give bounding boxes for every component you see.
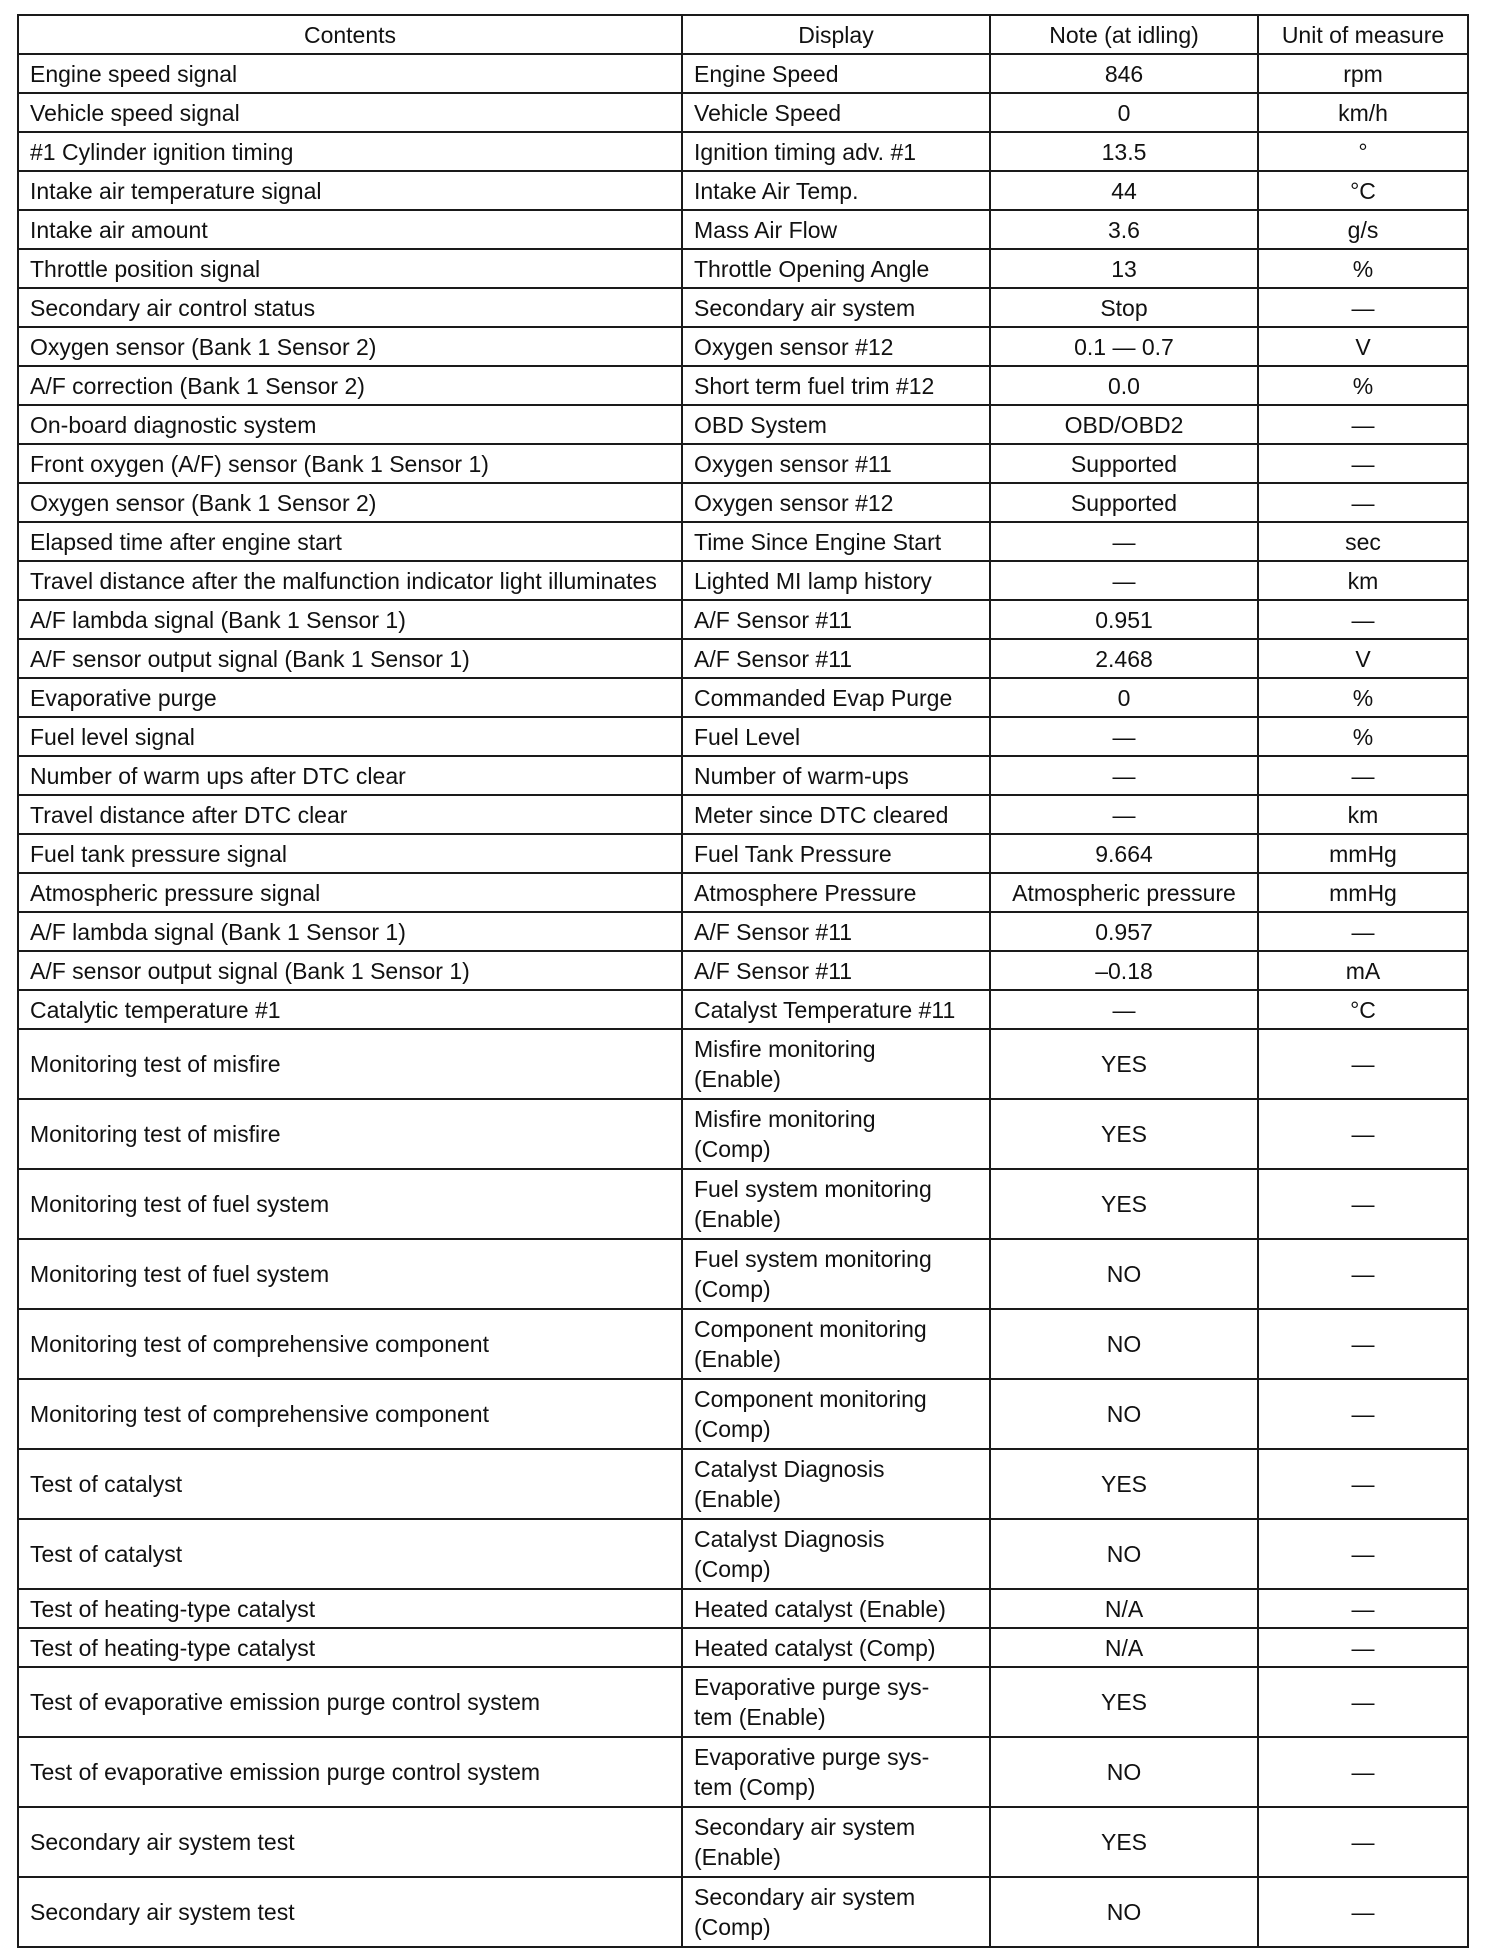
cell-unit: — <box>1258 1449 1468 1519</box>
table-row <box>18 990 1468 1029</box>
table-row <box>18 171 1468 210</box>
table-row <box>18 54 1468 93</box>
cell-unit: — <box>1258 1628 1468 1667</box>
cell-contents: Atmospheric pressure signal <box>18 873 682 912</box>
display-line-1: Fuel system monitoring <box>694 1246 932 1272</box>
table-row <box>18 210 1468 249</box>
table-row <box>18 288 1468 327</box>
display-line-1: Engine Speed <box>694 60 839 87</box>
cell-unit: — <box>1258 1169 1468 1239</box>
cell-display <box>682 717 990 756</box>
table-row <box>18 483 1468 522</box>
cell-unit: — <box>1258 288 1468 327</box>
cell-note: — <box>990 522 1258 561</box>
cell-note: 13 <box>990 249 1258 288</box>
cell-note: YES <box>990 1029 1258 1099</box>
cell-note: 2.468 <box>990 639 1258 678</box>
cell-contents: Monitoring test of fuel system <box>18 1169 682 1239</box>
display-line-1: Misfire monitoring <box>694 1036 876 1062</box>
table-row <box>18 834 1468 873</box>
display-line-1: Lighted MI lamp history <box>694 567 932 594</box>
cell-contents: Monitoring test of fuel system <box>18 1239 682 1309</box>
table-row <box>18 1029 1468 1099</box>
cell-unit: — <box>1258 1589 1468 1628</box>
table-row <box>18 1737 1468 1807</box>
cell-contents: #1 Cylinder ignition timing <box>18 132 682 171</box>
display-line-1: Commanded Evap Purge <box>694 684 953 711</box>
display-line-1: Catalyst Diagnosis <box>694 1456 885 1482</box>
table-row <box>18 366 1468 405</box>
cell-unit: — <box>1258 756 1468 795</box>
table-row <box>18 444 1468 483</box>
cell-unit: km <box>1258 561 1468 600</box>
display-line-1: Misfire monitoring <box>694 1106 876 1132</box>
cell-note: Atmospheric pressure <box>990 873 1258 912</box>
cell-display <box>682 1169 990 1239</box>
header-contents: Contents <box>18 15 682 54</box>
cell-unit: — <box>1258 1667 1468 1737</box>
cell-display <box>682 1628 990 1667</box>
table-row <box>18 1309 1468 1379</box>
table-row <box>18 873 1468 912</box>
cell-unit: °C <box>1258 990 1468 1029</box>
cell-display <box>682 756 990 795</box>
cell-note: OBD/OBD2 <box>990 405 1258 444</box>
table-row <box>18 1667 1468 1737</box>
obd-parameter-table <box>17 14 1469 1948</box>
cell-contents: A/F sensor output signal (Bank 1 Sensor 1) <box>18 639 682 678</box>
cell-note: NO <box>990 1737 1258 1807</box>
table-row <box>18 1169 1468 1239</box>
display-line-1: Component monitoring <box>694 1316 927 1342</box>
table-body <box>18 54 1468 1947</box>
cell-unit: mmHg <box>1258 834 1468 873</box>
display-line-1: OBD System <box>694 411 827 438</box>
header-note: Note (at idling) <box>990 15 1258 54</box>
display-line-2: (Enable) <box>694 1206 781 1232</box>
cell-unit: — <box>1258 444 1468 483</box>
cell-unit: % <box>1258 678 1468 717</box>
cell-contents: Travel distance after DTC clear <box>18 795 682 834</box>
cell-note: — <box>990 756 1258 795</box>
table-row <box>18 1519 1468 1589</box>
cell-display <box>682 288 990 327</box>
display-line-1: Evaporative purge sys- <box>694 1744 930 1770</box>
cell-unit: — <box>1258 483 1468 522</box>
cell-display <box>682 639 990 678</box>
cell-display <box>682 990 990 1029</box>
table-row <box>18 1628 1468 1667</box>
cell-display <box>682 249 990 288</box>
cell-display <box>682 1519 990 1589</box>
cell-display <box>682 1379 990 1449</box>
display-line-2: tem (Comp) <box>694 1774 816 1800</box>
cell-unit: — <box>1258 405 1468 444</box>
display-line-2: (Enable) <box>694 1346 781 1372</box>
cell-unit: — <box>1258 1099 1468 1169</box>
cell-note: YES <box>990 1667 1258 1737</box>
cell-contents: Secondary air system test <box>18 1877 682 1947</box>
cell-unit: ° <box>1258 132 1468 171</box>
table-row <box>18 756 1468 795</box>
cell-contents: Intake air temperature signal <box>18 171 682 210</box>
cell-contents: A/F correction (Bank 1 Sensor 2) <box>18 366 682 405</box>
table-row <box>18 717 1468 756</box>
table-row <box>18 132 1468 171</box>
cell-unit: — <box>1258 1379 1468 1449</box>
cell-display <box>682 327 990 366</box>
cell-note: 0 <box>990 93 1258 132</box>
cell-unit: km <box>1258 795 1468 834</box>
cell-display <box>682 951 990 990</box>
cell-contents: Catalytic temperature #1 <box>18 990 682 1029</box>
cell-note: NO <box>990 1239 1258 1309</box>
cell-unit: km/h <box>1258 93 1468 132</box>
cell-display <box>682 600 990 639</box>
cell-note: 44 <box>990 171 1258 210</box>
cell-contents: Secondary air system test <box>18 1807 682 1877</box>
cell-note: — <box>990 795 1258 834</box>
cell-contents: Fuel tank pressure signal <box>18 834 682 873</box>
table-row <box>18 327 1468 366</box>
table-row <box>18 912 1468 951</box>
cell-contents: Vehicle speed signal <box>18 93 682 132</box>
cell-contents: On-board diagnostic system <box>18 405 682 444</box>
display-line-2: tem (Enable) <box>694 1704 826 1730</box>
display-line-1: Ignition timing adv. #1 <box>694 138 917 165</box>
cell-contents: Monitoring test of comprehensive component <box>18 1379 682 1449</box>
cell-unit: V <box>1258 327 1468 366</box>
cell-note: YES <box>990 1099 1258 1169</box>
display-line-1: A/F Sensor #11 <box>694 957 853 984</box>
cell-note: NO <box>990 1309 1258 1379</box>
cell-note: Supported <box>990 483 1258 522</box>
cell-display <box>682 834 990 873</box>
cell-unit: — <box>1258 600 1468 639</box>
table-row <box>18 522 1468 561</box>
cell-note: YES <box>990 1169 1258 1239</box>
display-line-1: Fuel system monitoring <box>694 1176 932 1202</box>
cell-unit: % <box>1258 366 1468 405</box>
cell-display <box>682 444 990 483</box>
table-row <box>18 561 1468 600</box>
cell-contents: Monitoring test of misfire <box>18 1029 682 1099</box>
table-row <box>18 1449 1468 1519</box>
cell-contents: A/F lambda signal (Bank 1 Sensor 1) <box>18 912 682 951</box>
cell-display <box>682 54 990 93</box>
cell-display <box>682 1239 990 1309</box>
cell-unit: rpm <box>1258 54 1468 93</box>
display-line-1: Secondary air system <box>694 1884 916 1910</box>
cell-contents: Test of heating-type catalyst <box>18 1589 682 1628</box>
display-line-1: Oxygen sensor #11 <box>694 450 892 477</box>
table-row <box>18 678 1468 717</box>
display-line-1: Evaporative purge sys- <box>694 1674 930 1700</box>
cell-note: N/A <box>990 1589 1258 1628</box>
cell-note: NO <box>990 1379 1258 1449</box>
display-line-1: Catalyst Temperature #11 <box>694 996 956 1023</box>
cell-note: 0 <box>990 678 1258 717</box>
cell-display <box>682 210 990 249</box>
cell-note: NO <box>990 1519 1258 1589</box>
display-line-1: Oxygen sensor #12 <box>694 489 894 516</box>
display-line-1: A/F Sensor #11 <box>694 918 853 945</box>
cell-contents: Oxygen sensor (Bank 1 Sensor 2) <box>18 327 682 366</box>
cell-note: 9.664 <box>990 834 1258 873</box>
cell-contents: A/F lambda signal (Bank 1 Sensor 1) <box>18 600 682 639</box>
cell-unit: — <box>1258 1029 1468 1099</box>
cell-contents: Test of evaporative emission purge control system <box>18 1667 682 1737</box>
cell-unit: mmHg <box>1258 873 1468 912</box>
display-line-2: (Comp) <box>694 1136 771 1162</box>
display-line-1: Secondary air system <box>694 1814 916 1840</box>
display-line-2: (Enable) <box>694 1066 781 1092</box>
cell-note: 0.1 — 0.7 <box>990 327 1258 366</box>
cell-unit: V <box>1258 639 1468 678</box>
cell-display <box>682 1029 990 1099</box>
cell-display <box>682 678 990 717</box>
table-row <box>18 600 1468 639</box>
cell-note: 846 <box>990 54 1258 93</box>
cell-contents: Engine speed signal <box>18 54 682 93</box>
display-line-1: Short term fuel trim #12 <box>694 372 935 399</box>
display-line-1: Number of warm-ups <box>694 762 909 789</box>
cell-unit: — <box>1258 1239 1468 1309</box>
cell-note: 3.6 <box>990 210 1258 249</box>
cell-note: –0.18 <box>990 951 1258 990</box>
cell-unit: g/s <box>1258 210 1468 249</box>
cell-display <box>682 1877 990 1947</box>
display-line-1: Meter since DTC cleared <box>694 801 949 828</box>
table-row <box>18 405 1468 444</box>
cell-unit: mA <box>1258 951 1468 990</box>
cell-display <box>682 366 990 405</box>
cell-note: Supported <box>990 444 1258 483</box>
cell-display <box>682 405 990 444</box>
cell-display <box>682 1667 990 1737</box>
cell-contents: Test of catalyst <box>18 1519 682 1589</box>
cell-display <box>682 1309 990 1379</box>
cell-display <box>682 912 990 951</box>
cell-contents: Fuel level signal <box>18 717 682 756</box>
cell-display <box>682 483 990 522</box>
cell-note: YES <box>990 1449 1258 1519</box>
cell-display <box>682 132 990 171</box>
cell-contents: Oxygen sensor (Bank 1 Sensor 2) <box>18 483 682 522</box>
cell-contents: Monitoring test of comprehensive component <box>18 1309 682 1379</box>
cell-display <box>682 1449 990 1519</box>
cell-contents: Evaporative purge <box>18 678 682 717</box>
cell-note: 0.0 <box>990 366 1258 405</box>
display-line-2: (Enable) <box>694 1486 781 1512</box>
display-line-2: (Comp) <box>694 1416 771 1442</box>
cell-contents: Throttle position signal <box>18 249 682 288</box>
cell-display <box>682 561 990 600</box>
table-row <box>18 1379 1468 1449</box>
table-row <box>18 1877 1468 1947</box>
cell-unit: — <box>1258 1519 1468 1589</box>
cell-contents: Test of evaporative emission purge control system <box>18 1737 682 1807</box>
cell-unit: °C <box>1258 171 1468 210</box>
cell-unit: — <box>1258 1737 1468 1807</box>
display-line-1: Atmosphere Pressure <box>694 879 917 906</box>
cell-unit: — <box>1258 1807 1468 1877</box>
table-row <box>18 951 1468 990</box>
cell-contents: Front oxygen (A/F) sensor (Bank 1 Sensor 1) <box>18 444 682 483</box>
cell-unit: % <box>1258 717 1468 756</box>
cell-unit: sec <box>1258 522 1468 561</box>
table-row <box>18 795 1468 834</box>
cell-contents: Monitoring test of misfire <box>18 1099 682 1169</box>
cell-contents: Test of heating-type catalyst <box>18 1628 682 1667</box>
cell-display <box>682 1737 990 1807</box>
cell-note: 13.5 <box>990 132 1258 171</box>
cell-display <box>682 795 990 834</box>
table-row <box>18 1589 1468 1628</box>
cell-display <box>682 1099 990 1169</box>
display-line-1: Heated catalyst (Enable) <box>694 1595 946 1622</box>
table-row <box>18 1239 1468 1309</box>
cell-display <box>682 93 990 132</box>
display-line-1: Catalyst Diagnosis <box>694 1526 885 1552</box>
cell-unit: % <box>1258 249 1468 288</box>
cell-contents: Elapsed time after engine start <box>18 522 682 561</box>
cell-unit: — <box>1258 1877 1468 1947</box>
display-line-2: (Comp) <box>694 1276 771 1302</box>
display-line-1: A/F Sensor #11 <box>694 645 853 672</box>
cell-note: NO <box>990 1877 1258 1947</box>
cell-note: Stop <box>990 288 1258 327</box>
table-row <box>18 249 1468 288</box>
cell-note: — <box>990 561 1258 600</box>
table-header-row <box>18 15 1468 54</box>
display-line-1: Time Since Engine Start <box>694 528 942 555</box>
table-row <box>18 1099 1468 1169</box>
table-row <box>18 639 1468 678</box>
display-line-1: Heated catalyst (Comp) <box>694 1634 936 1661</box>
display-line-1: Fuel Tank Pressure <box>694 840 892 867</box>
display-line-1: Throttle Opening Angle <box>694 255 930 282</box>
cell-contents: Number of warm ups after DTC clear <box>18 756 682 795</box>
cell-contents: Test of catalyst <box>18 1449 682 1519</box>
cell-contents: Intake air amount <box>18 210 682 249</box>
header-display: Display <box>682 15 990 54</box>
display-line-1: Oxygen sensor #12 <box>694 333 894 360</box>
obd-data-sheet <box>17 14 1467 1948</box>
display-line-1: Secondary air system <box>694 294 916 321</box>
cell-contents: A/F sensor output signal (Bank 1 Sensor 1) <box>18 951 682 990</box>
display-line-2: (Enable) <box>694 1844 781 1870</box>
cell-note: 0.951 <box>990 600 1258 639</box>
cell-unit: — <box>1258 1309 1468 1379</box>
cell-contents: Secondary air control status <box>18 288 682 327</box>
display-line-1: Component monitoring <box>694 1386 927 1412</box>
cell-display <box>682 171 990 210</box>
cell-note: YES <box>990 1807 1258 1877</box>
cell-display <box>682 1807 990 1877</box>
cell-unit: — <box>1258 912 1468 951</box>
table-row <box>18 1807 1468 1877</box>
cell-display <box>682 873 990 912</box>
cell-note: — <box>990 990 1258 1029</box>
cell-note: 0.957 <box>990 912 1258 951</box>
header-unit: Unit of measure <box>1258 15 1468 54</box>
display-line-2: (Comp) <box>694 1914 771 1940</box>
cell-note: N/A <box>990 1628 1258 1667</box>
display-line-1: Intake Air Temp. <box>694 177 859 204</box>
display-line-1: Mass Air Flow <box>694 216 838 243</box>
cell-contents: Travel distance after the malfunction indicator light illuminates <box>18 561 682 600</box>
table-row <box>18 93 1468 132</box>
cell-display <box>682 1589 990 1628</box>
cell-note: — <box>990 717 1258 756</box>
display-line-1: Vehicle Speed <box>694 99 842 126</box>
display-line-2: (Comp) <box>694 1556 771 1582</box>
cell-display <box>682 522 990 561</box>
display-line-1: A/F Sensor #11 <box>694 606 853 633</box>
display-line-1: Fuel Level <box>694 723 801 750</box>
